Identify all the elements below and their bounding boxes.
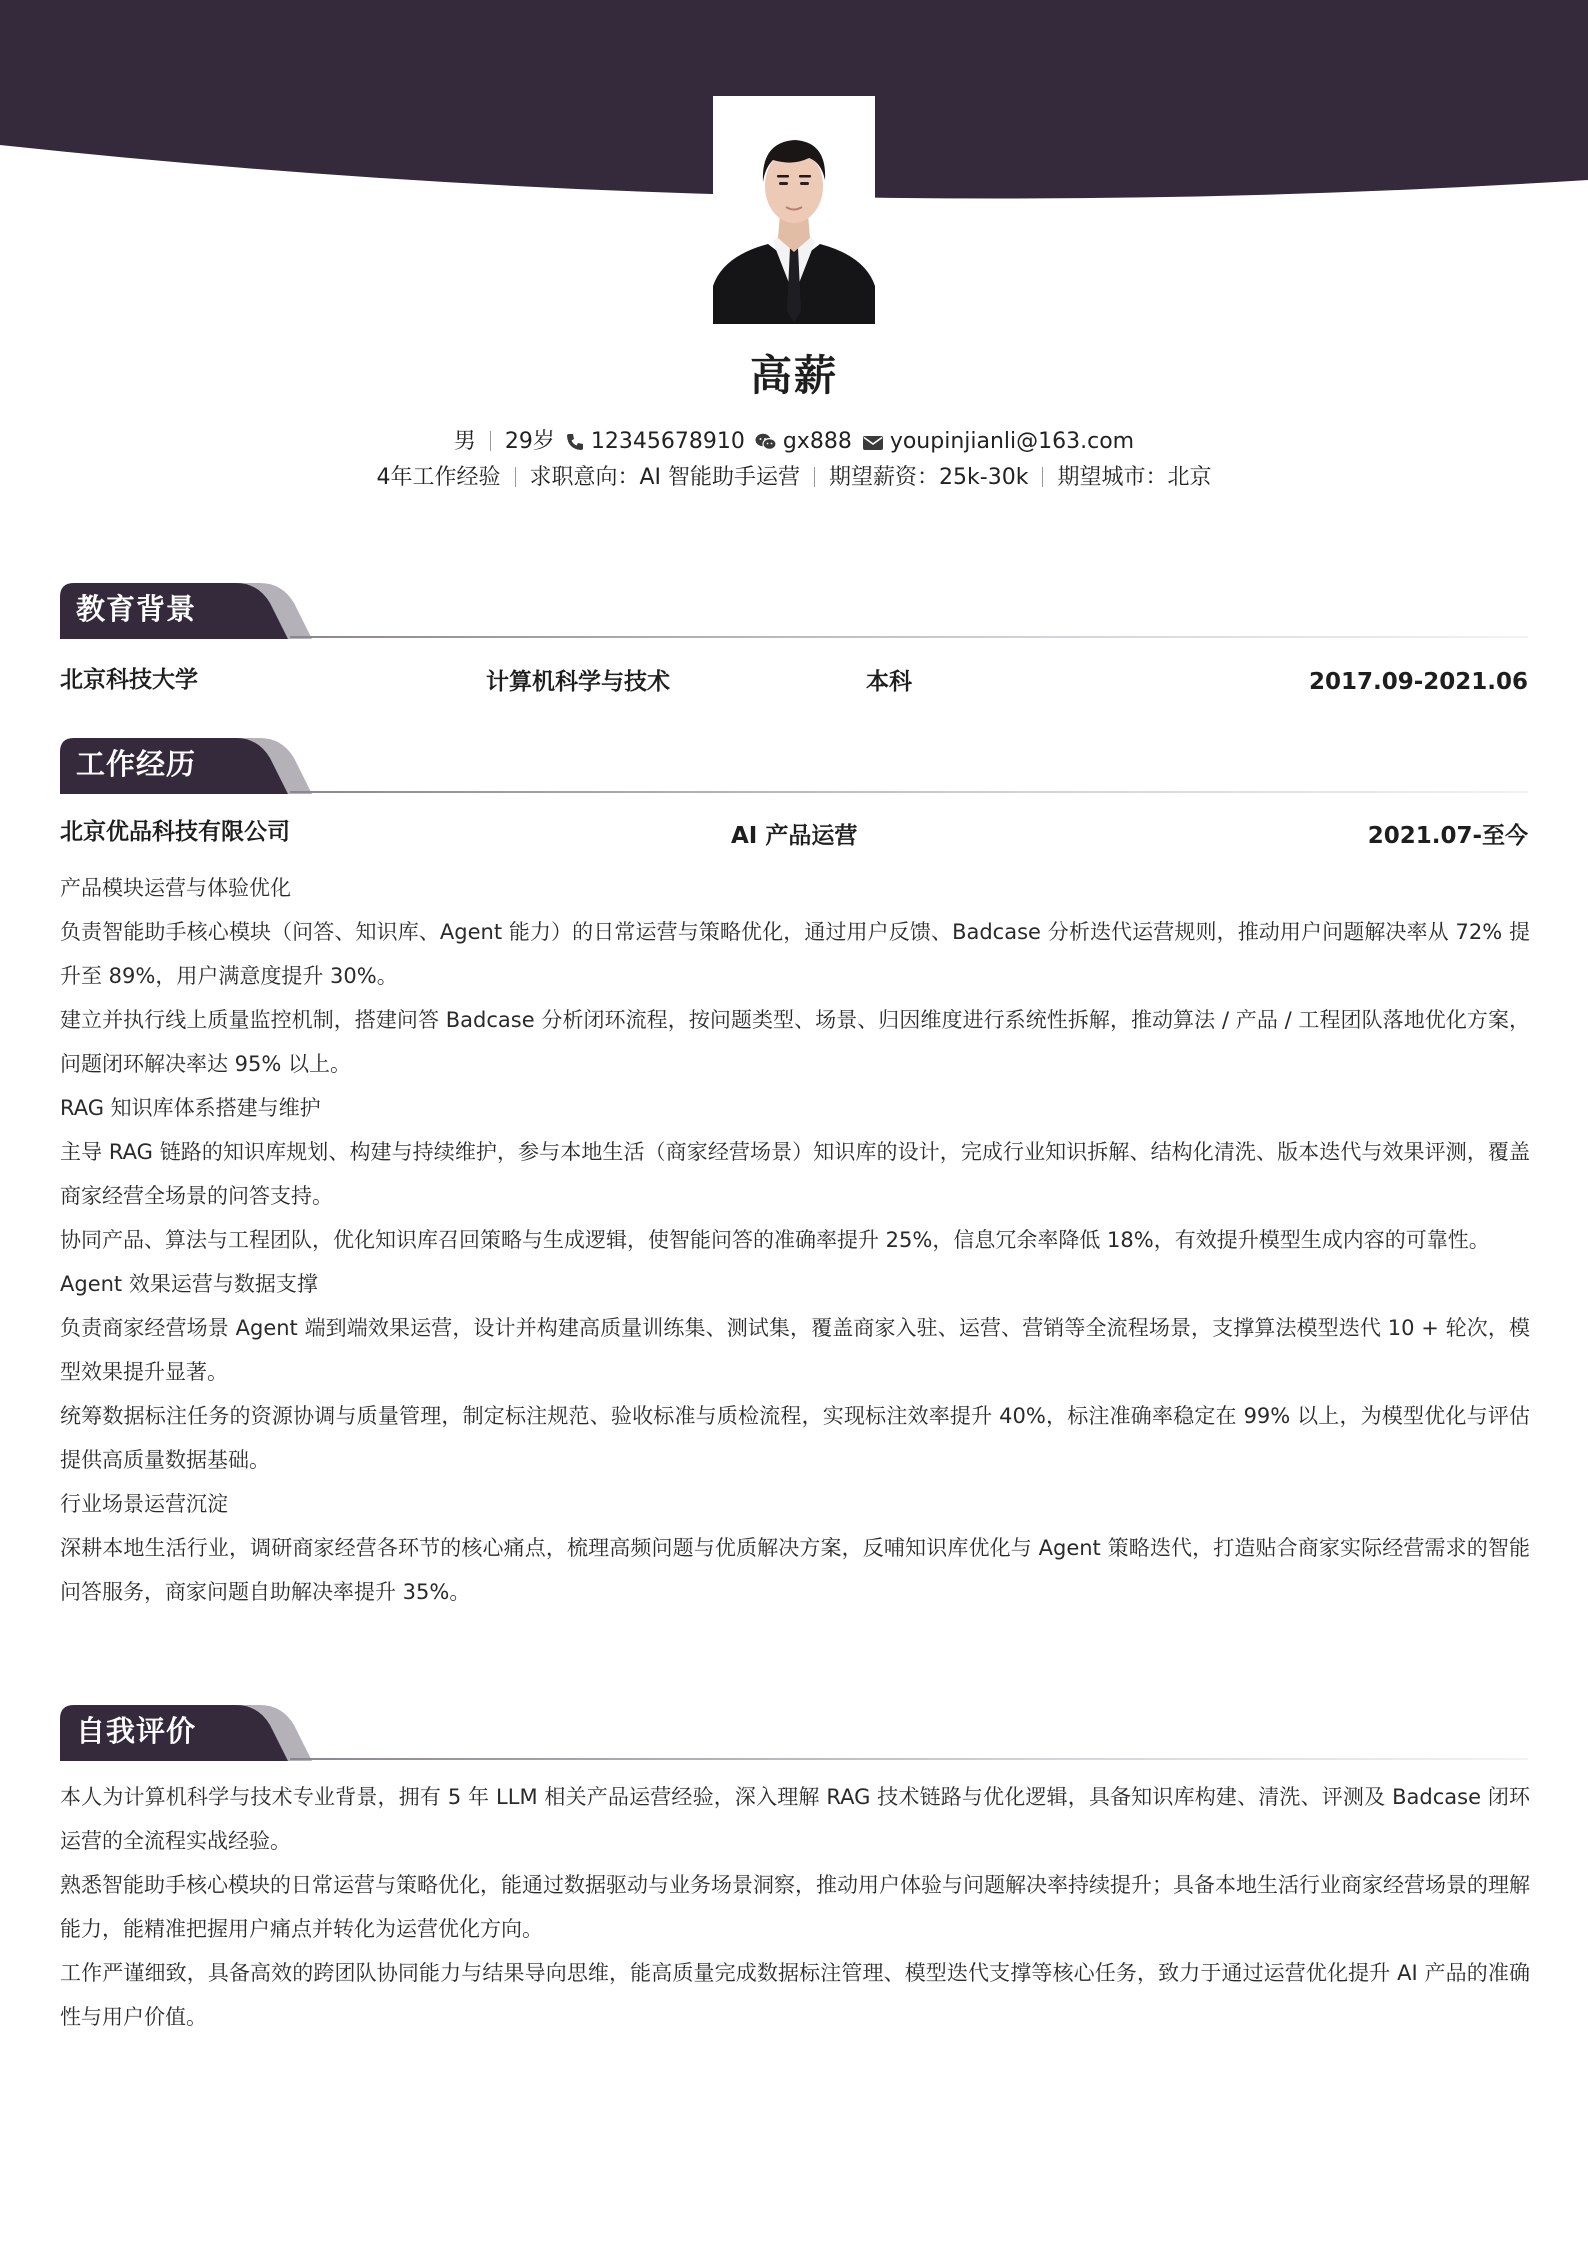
gender-text: 男 <box>453 429 476 454</box>
contact-info-line <box>0 426 1588 462</box>
candidate-name: 高薪 <box>749 351 838 400</box>
divider <box>515 467 516 487</box>
mail-icon <box>862 430 884 462</box>
education-period: 2017.09-2021.06 <box>1308 669 1528 695</box>
work-subheading: 产品模块运营与体验优化 <box>60 876 291 900</box>
work-bullet: 统筹数据标注任务的资源协调与质量管理，制定标注规范、验收标准与质检流程，实现标注效率提升 40%，标注准确率稳定在 99% 以上，为模型优化与评估提供高质量数据基础。 <box>60 1404 1530 1472</box>
work-bullet: 负责商家经营场景 Agent 端到端效果运营，设计并构建高质量训练集、测试集，覆盖商家入驻、运营、营销等全流程场景，支撑算法模型迭代 10 + 轮次，模型效果提升显著。 <box>60 1316 1530 1384</box>
section-title: 自我评价 <box>76 1714 197 1748</box>
education-section-header <box>60 583 1528 639</box>
company-name: 北京优品科技有限公司 <box>60 819 290 845</box>
wechat-text: gx888 <box>782 429 852 454</box>
divider <box>814 467 815 487</box>
age-text: 29岁 <box>504 429 555 454</box>
wechat-icon <box>755 430 777 462</box>
phone-icon <box>565 430 585 462</box>
section-title: 工作经历 <box>76 747 197 781</box>
salary-text: 期望薪资：25k-30k <box>829 465 1029 490</box>
job-info-line <box>0 462 1588 494</box>
work-bullet: 主导 RAG 链路的知识库规划、构建与持续维护，参与本地生活（商家经营场景）知识库的设计，完成行业知识拆解、结构化清洗、版本迭代与效果评测，覆盖商家经营全场景的问答支持。 <box>60 1140 1530 1208</box>
email-text: youpinjianli@163.com <box>889 429 1135 454</box>
work-description <box>60 866 1530 1614</box>
school-name: 北京科技大学 <box>60 667 198 693</box>
work-subheading: RAG 知识库体系搭建与维护 <box>60 1096 321 1120</box>
section-title: 教育背景 <box>76 592 197 626</box>
phone-text: 12345678910 <box>590 429 745 454</box>
work-bullet: 负责智能助手核心模块（问答、知识库、Agent 能力）的日常运营与策略优化，通过用户反馈、Badcase 分析迭代运营规则，推动用户问题解决率从 72% 提升至 89%，用户满意度提升 30%。 <box>60 920 1530 988</box>
avatar-photo <box>713 96 875 324</box>
self-eval-paragraph: 本人为计算机科学与技术专业背景，拥有 5 年 LLM 相关产品运营经验，深入理解 RAG 技术链路与优化逻辑，具备知识库构建、清洗、评测及 Badcase 闭环运营的全流程实战经验。 <box>60 1785 1530 1853</box>
divider <box>1042 467 1043 487</box>
self-eval-description <box>60 1775 1530 2039</box>
divider <box>490 431 491 451</box>
work-bullet: 协同产品、算法与工程团队，优化知识库召回策略与生成逻辑，使智能问答的准确率提升 25%，信息冗余率降低 18%，有效提升模型生成内容的可靠性。 <box>60 1228 1490 1252</box>
role-text: AI 产品运营 <box>731 823 858 849</box>
section-rule <box>290 1758 1528 1760</box>
major-name: 计算机科学与技术 <box>486 669 670 695</box>
work-subheading: 行业场景运营沉淀 <box>60 1492 228 1516</box>
work-bullet: 建立并执行线上质量监控机制，搭建问答 Badcase 分析闭环流程，按问题类型、场景、归因维度进行系统性拆解，推动算法 / 产品 / 工程团队落地优化方案，问题闭环解决率达 95% 以上。 <box>60 1008 1530 1076</box>
work-section-header <box>60 738 1528 794</box>
work-bullet: 深耕本地生活行业，调研商家经营各环节的核心痛点，梳理高频问题与优质解决方案，反哺知识库优化与 Agent 策略迭代，打造贴合商家实际经营需求的智能问答服务，商家问题自助解决率提升 35%。 <box>60 1536 1530 1604</box>
work-subheading: Agent 效果运营与数据支撑 <box>60 1272 318 1296</box>
degree-text: 本科 <box>866 669 912 695</box>
self-eval-paragraph: 工作严谨细致，具备高效的跨团队协同能力与结果导向思维，能高质量完成数据标注管理、模型迭代支撑等核心任务，致力于通过运营优化提升 AI 产品的准确性与用户价值。 <box>60 1961 1530 2029</box>
self-eval-section-header <box>60 1705 1528 1761</box>
section-rule <box>290 636 1528 638</box>
section-rule <box>290 791 1528 793</box>
job-intent-text: 求职意向：AI 智能助手运营 <box>529 465 801 490</box>
self-eval-paragraph: 熟悉智能助手核心模块的日常运营与策略优化，能通过数据驱动与业务场景洞察，推动用户体验与问题解决率持续提升；具备本地生活行业商家经营场景的理解能力，能精准把握用户痛点并转化为运营优化方向。 <box>60 1873 1530 1941</box>
work-period: 2021.07-至今 <box>1367 823 1528 849</box>
city-text: 期望城市：北京 <box>1057 465 1212 490</box>
experience-text: 4年工作经验 <box>376 465 501 490</box>
